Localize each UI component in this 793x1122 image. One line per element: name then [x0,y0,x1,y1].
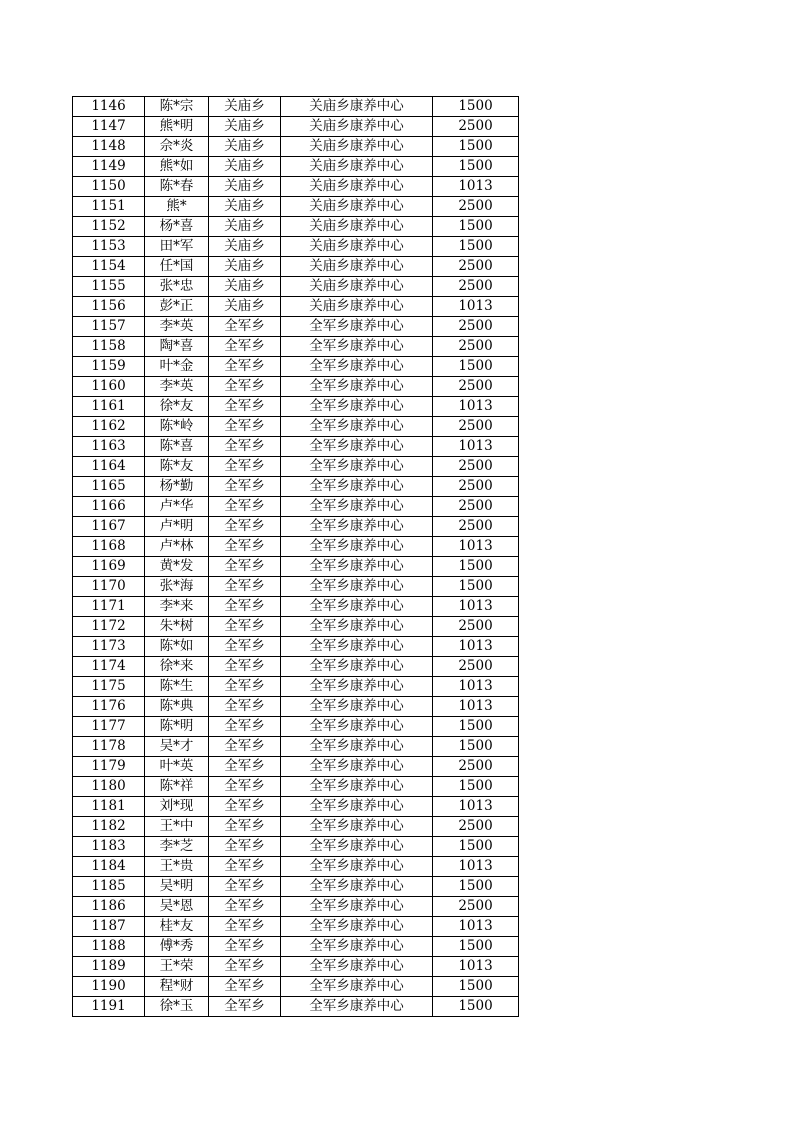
care-center-cell: 关庙乡康养中心 [281,237,433,257]
care-center-cell: 全军乡康养中心 [281,817,433,837]
name-cell: 陈*如 [145,637,209,657]
township-cell: 全军乡 [209,737,281,757]
row-number-cell: 1182 [73,817,145,837]
care-center-cell: 全军乡康养中心 [281,957,433,977]
data-table [72,96,519,1017]
name-cell: 王*荣 [145,957,209,977]
row-number-cell: 1172 [73,617,145,637]
township-cell: 全军乡 [209,597,281,617]
row-number-cell: 1150 [73,177,145,197]
name-cell: 陈*典 [145,697,209,717]
name-cell: 刘*现 [145,797,209,817]
amount-cell: 1500 [433,577,519,597]
care-center-cell: 全军乡康养中心 [281,837,433,857]
row-number-cell: 1146 [73,97,145,117]
row-number-cell: 1183 [73,837,145,857]
name-cell: 田*军 [145,237,209,257]
township-cell: 关庙乡 [209,157,281,177]
row-number-cell: 1163 [73,437,145,457]
amount-cell: 2500 [433,117,519,137]
name-cell: 任*国 [145,257,209,277]
township-cell: 全军乡 [209,457,281,477]
township-cell: 关庙乡 [209,297,281,317]
amount-cell: 1500 [433,717,519,737]
name-cell: 徐*友 [145,397,209,417]
table-row [73,717,519,737]
township-cell: 全军乡 [209,777,281,797]
name-cell: 朱*树 [145,617,209,637]
name-cell: 桂*友 [145,917,209,937]
township-cell: 全军乡 [209,577,281,597]
township-cell: 全军乡 [209,937,281,957]
township-cell: 全军乡 [209,797,281,817]
row-number-cell: 1154 [73,257,145,277]
table-row [73,357,519,377]
name-cell: 李*来 [145,597,209,617]
township-cell: 关庙乡 [209,197,281,217]
name-cell: 熊*明 [145,117,209,137]
township-cell: 全军乡 [209,677,281,697]
township-cell: 全军乡 [209,317,281,337]
table-row [73,857,519,877]
township-cell: 全军乡 [209,837,281,857]
amount-cell: 1500 [433,777,519,797]
amount-cell: 2500 [433,197,519,217]
township-cell: 关庙乡 [209,177,281,197]
township-cell: 全军乡 [209,657,281,677]
table-row [73,577,519,597]
amount-cell: 1500 [433,237,519,257]
table-row [73,457,519,477]
amount-cell: 2500 [433,477,519,497]
township-cell: 全军乡 [209,977,281,997]
row-number-cell: 1153 [73,237,145,257]
table-row [73,337,519,357]
row-number-cell: 1184 [73,857,145,877]
row-number-cell: 1170 [73,577,145,597]
row-number-cell: 1181 [73,797,145,817]
row-number-cell: 1151 [73,197,145,217]
row-number-cell: 1187 [73,917,145,937]
care-center-cell: 全军乡康养中心 [281,737,433,757]
care-center-cell: 全军乡康养中心 [281,337,433,357]
row-number-cell: 1167 [73,517,145,537]
name-cell: 吴*才 [145,737,209,757]
care-center-cell: 全军乡康养中心 [281,497,433,517]
amount-cell: 1500 [433,357,519,377]
township-cell: 全军乡 [209,337,281,357]
amount-cell: 2500 [433,257,519,277]
township-cell: 全军乡 [209,717,281,737]
name-cell: 黄*发 [145,557,209,577]
amount-cell: 2500 [433,417,519,437]
table-row [73,557,519,577]
table-row [73,297,519,317]
care-center-cell: 全军乡康养中心 [281,417,433,437]
care-center-cell: 关庙乡康养中心 [281,117,433,137]
amount-cell: 1500 [433,877,519,897]
table-row [73,197,519,217]
name-cell: 吴*明 [145,877,209,897]
row-number-cell: 1169 [73,557,145,577]
township-cell: 全军乡 [209,617,281,637]
table-row [73,517,519,537]
care-center-cell: 全军乡康养中心 [281,317,433,337]
name-cell: 王*贵 [145,857,209,877]
care-center-cell: 关庙乡康养中心 [281,297,433,317]
care-center-cell: 关庙乡康养中心 [281,277,433,297]
amount-cell: 1500 [433,137,519,157]
row-number-cell: 1173 [73,637,145,657]
township-cell: 关庙乡 [209,277,281,297]
table-row [73,797,519,817]
table-row [73,877,519,897]
row-number-cell: 1178 [73,737,145,757]
care-center-cell: 全军乡康养中心 [281,437,433,457]
amount-cell: 1013 [433,797,519,817]
table-row [73,897,519,917]
township-cell: 全军乡 [209,477,281,497]
table-row [73,657,519,677]
township-cell: 全军乡 [209,757,281,777]
care-center-cell: 全军乡康养中心 [281,557,433,577]
township-cell: 全军乡 [209,637,281,657]
table-row [73,237,519,257]
amount-cell: 2500 [433,617,519,637]
row-number-cell: 1165 [73,477,145,497]
care-center-cell: 全军乡康养中心 [281,477,433,497]
amount-cell: 1500 [433,217,519,237]
amount-cell: 1013 [433,597,519,617]
table-row [73,637,519,657]
table-row [73,777,519,797]
township-cell: 关庙乡 [209,237,281,257]
township-cell: 全军乡 [209,537,281,557]
table-row [73,757,519,777]
row-number-cell: 1157 [73,317,145,337]
name-cell: 徐*玉 [145,997,209,1017]
care-center-cell: 全军乡康养中心 [281,677,433,697]
name-cell: 熊*如 [145,157,209,177]
amount-cell: 1500 [433,157,519,177]
amount-cell: 1013 [433,677,519,697]
table-row [73,917,519,937]
table-row [73,177,519,197]
name-cell: 张*忠 [145,277,209,297]
table-row [73,217,519,237]
row-number-cell: 1185 [73,877,145,897]
table-row [73,397,519,417]
row-number-cell: 1179 [73,757,145,777]
care-center-cell: 全军乡康养中心 [281,597,433,617]
name-cell: 佘*炎 [145,137,209,157]
amount-cell: 2500 [433,497,519,517]
township-cell: 全军乡 [209,557,281,577]
row-number-cell: 1161 [73,397,145,417]
care-center-cell: 全军乡康养中心 [281,797,433,817]
name-cell: 吴*恩 [145,897,209,917]
care-center-cell: 关庙乡康养中心 [281,177,433,197]
table-row [73,837,519,857]
name-cell: 彭*正 [145,297,209,317]
table-row [73,317,519,337]
row-number-cell: 1188 [73,937,145,957]
amount-cell: 1013 [433,437,519,457]
row-number-cell: 1190 [73,977,145,997]
township-cell: 全军乡 [209,697,281,717]
row-number-cell: 1164 [73,457,145,477]
care-center-cell: 全军乡康养中心 [281,897,433,917]
row-number-cell: 1159 [73,357,145,377]
amount-cell: 2500 [433,377,519,397]
township-cell: 全军乡 [209,857,281,877]
table-row [73,977,519,997]
care-center-cell: 全军乡康养中心 [281,777,433,797]
township-cell: 全军乡 [209,437,281,457]
care-center-cell: 关庙乡康养中心 [281,97,433,117]
table-row [73,737,519,757]
amount-cell: 2500 [433,817,519,837]
row-number-cell: 1160 [73,377,145,397]
care-center-cell: 全军乡康养中心 [281,997,433,1017]
amount-cell: 1013 [433,537,519,557]
township-cell: 全军乡 [209,877,281,897]
table-row [73,377,519,397]
table-row [73,477,519,497]
care-center-cell: 关庙乡康养中心 [281,197,433,217]
name-cell: 陈*宗 [145,97,209,117]
row-number-cell: 1152 [73,217,145,237]
table-row [73,957,519,977]
name-cell: 陈*喜 [145,437,209,457]
care-center-cell: 关庙乡康养中心 [281,157,433,177]
amount-cell: 1500 [433,937,519,957]
care-center-cell: 全军乡康养中心 [281,937,433,957]
care-center-cell: 关庙乡康养中心 [281,137,433,157]
amount-cell: 2500 [433,657,519,677]
care-center-cell: 全军乡康养中心 [281,857,433,877]
table-row [73,697,519,717]
amount-cell: 2500 [433,337,519,357]
township-cell: 全军乡 [209,817,281,837]
row-number-cell: 1176 [73,697,145,717]
row-number-cell: 1166 [73,497,145,517]
name-cell: 陈*友 [145,457,209,477]
table-row [73,417,519,437]
amount-cell: 1013 [433,917,519,937]
care-center-cell: 全军乡康养中心 [281,977,433,997]
table-row [73,97,519,117]
table-row [73,997,519,1017]
care-center-cell: 全军乡康养中心 [281,577,433,597]
care-center-cell: 全军乡康养中心 [281,377,433,397]
amount-cell: 1500 [433,837,519,857]
name-cell: 杨*勤 [145,477,209,497]
care-center-cell: 全军乡康养中心 [281,397,433,417]
row-number-cell: 1158 [73,337,145,357]
care-center-cell: 关庙乡康养中心 [281,217,433,237]
care-center-cell: 全军乡康养中心 [281,617,433,637]
amount-cell: 1500 [433,737,519,757]
row-number-cell: 1162 [73,417,145,437]
amount-cell: 1013 [433,397,519,417]
table-row [73,597,519,617]
table-row [73,497,519,517]
name-cell: 傅*秀 [145,937,209,957]
amount-cell: 2500 [433,277,519,297]
table-body [73,97,519,1017]
care-center-cell: 全军乡康养中心 [281,917,433,937]
table-row [73,257,519,277]
amount-cell: 1013 [433,857,519,877]
care-center-cell: 全军乡康养中心 [281,757,433,777]
name-cell: 李*英 [145,377,209,397]
name-cell: 叶*金 [145,357,209,377]
table-row [73,437,519,457]
name-cell: 陈*祥 [145,777,209,797]
care-center-cell: 全军乡康养中心 [281,537,433,557]
name-cell: 王*中 [145,817,209,837]
amount-cell: 1500 [433,977,519,997]
name-cell: 熊* [145,197,209,217]
care-center-cell: 全军乡康养中心 [281,357,433,377]
name-cell: 张*海 [145,577,209,597]
row-number-cell: 1175 [73,677,145,697]
name-cell: 李*英 [145,317,209,337]
township-cell: 全军乡 [209,517,281,537]
township-cell: 全军乡 [209,357,281,377]
name-cell: 杨*喜 [145,217,209,237]
amount-cell: 1013 [433,697,519,717]
township-cell: 关庙乡 [209,97,281,117]
amount-cell: 2500 [433,457,519,477]
row-number-cell: 1155 [73,277,145,297]
township-cell: 全军乡 [209,417,281,437]
row-number-cell: 1174 [73,657,145,677]
name-cell: 卢*明 [145,517,209,537]
township-cell: 关庙乡 [209,137,281,157]
care-center-cell: 全军乡康养中心 [281,697,433,717]
name-cell: 叶*英 [145,757,209,777]
row-number-cell: 1191 [73,997,145,1017]
name-cell: 陈*明 [145,717,209,737]
table-row [73,137,519,157]
name-cell: 陈*春 [145,177,209,197]
table-row [73,277,519,297]
amount-cell: 1500 [433,557,519,577]
amount-cell: 2500 [433,897,519,917]
row-number-cell: 1149 [73,157,145,177]
township-cell: 全军乡 [209,997,281,1017]
care-center-cell: 全军乡康养中心 [281,717,433,737]
name-cell: 卢*林 [145,537,209,557]
township-cell: 关庙乡 [209,117,281,137]
amount-cell: 1013 [433,637,519,657]
name-cell: 陈*岭 [145,417,209,437]
row-number-cell: 1189 [73,957,145,977]
amount-cell: 1500 [433,97,519,117]
amount-cell: 2500 [433,757,519,777]
amount-cell: 1013 [433,297,519,317]
table-row [73,117,519,137]
table-row [73,937,519,957]
table-row [73,817,519,837]
row-number-cell: 1180 [73,777,145,797]
township-cell: 全军乡 [209,397,281,417]
township-cell: 关庙乡 [209,217,281,237]
township-cell: 全军乡 [209,897,281,917]
amount-cell: 1013 [433,177,519,197]
township-cell: 全军乡 [209,497,281,517]
name-cell: 徐*来 [145,657,209,677]
name-cell: 李*芝 [145,837,209,857]
amount-cell: 2500 [433,317,519,337]
table-row [73,677,519,697]
amount-cell: 2500 [433,517,519,537]
row-number-cell: 1168 [73,537,145,557]
amount-cell: 1013 [433,957,519,977]
name-cell: 陶*喜 [145,337,209,357]
row-number-cell: 1186 [73,897,145,917]
name-cell: 陈*生 [145,677,209,697]
table-row [73,617,519,637]
name-cell: 程*财 [145,977,209,997]
amount-cell: 1500 [433,997,519,1017]
table-row [73,537,519,557]
row-number-cell: 1177 [73,717,145,737]
care-center-cell: 全军乡康养中心 [281,877,433,897]
row-number-cell: 1147 [73,117,145,137]
care-center-cell: 全军乡康养中心 [281,657,433,677]
care-center-cell: 全军乡康养中心 [281,517,433,537]
care-center-cell: 全军乡康养中心 [281,637,433,657]
row-number-cell: 1148 [73,137,145,157]
care-center-cell: 关庙乡康养中心 [281,257,433,277]
name-cell: 卢*华 [145,497,209,517]
row-number-cell: 1171 [73,597,145,617]
township-cell: 全军乡 [209,957,281,977]
township-cell: 全军乡 [209,377,281,397]
township-cell: 关庙乡 [209,257,281,277]
table-row [73,157,519,177]
care-center-cell: 全军乡康养中心 [281,457,433,477]
row-number-cell: 1156 [73,297,145,317]
township-cell: 全军乡 [209,917,281,937]
